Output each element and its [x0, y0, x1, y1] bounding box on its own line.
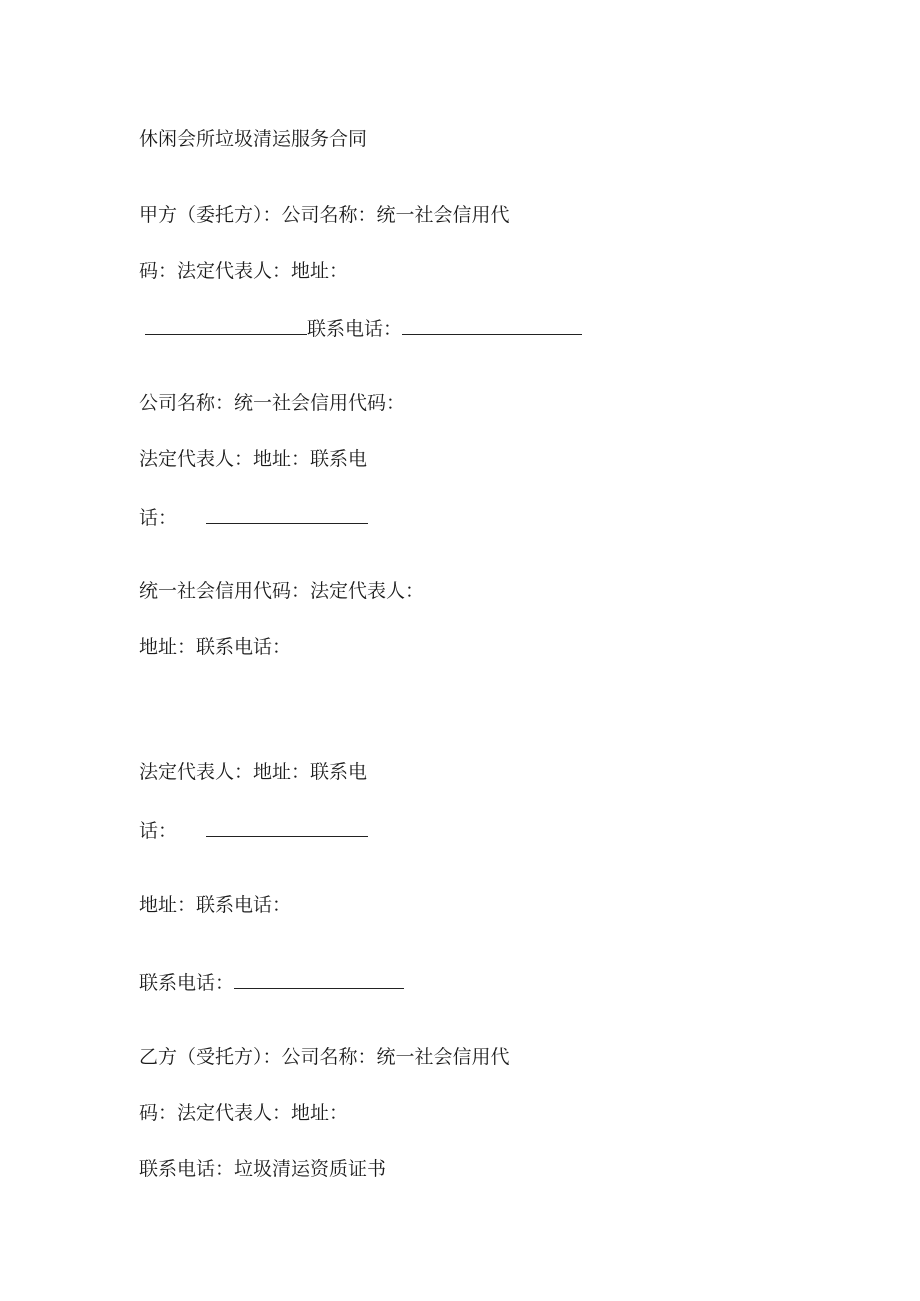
phone-row — [139, 968, 404, 996]
representative-line: 法定代表人：地址：联系电 — [139, 448, 368, 470]
party-a-line-1: 甲方（委托方）：公司名称：统一社会信用代 — [139, 204, 510, 226]
phone-label: 话： — [139, 507, 178, 529]
blank-underline[interactable] — [145, 314, 307, 335]
document-title: 休闲会所垃圾清运服务合同 — [139, 128, 368, 150]
address-phone-line: 地址：联系电话： — [139, 636, 292, 658]
phone-continued-row-2 — [139, 816, 368, 844]
phone-continued-row — [139, 503, 368, 531]
party-a-phone-row — [145, 314, 582, 342]
blank-underline[interactable] — [206, 503, 368, 524]
phone-label: 联系电话： — [139, 972, 235, 994]
blank-underline[interactable] — [234, 968, 404, 989]
party-b-line-3: 联系电话：垃圾清运资质证书 — [139, 1158, 387, 1180]
representative-line-2: 法定代表人：地址：联系电 — [139, 761, 368, 783]
blank-underline[interactable] — [402, 314, 582, 335]
company-line: 公司名称：统一社会信用代码： — [139, 392, 406, 414]
blank-underline[interactable] — [206, 816, 368, 837]
phone-label: 话： — [139, 820, 178, 842]
credit-code-line: 统一社会信用代码：法定代表人： — [139, 580, 425, 602]
party-b-line-2: 码：法定代表人：地址： — [139, 1102, 349, 1124]
party-b-line-1: 乙方（受托方）：公司名称：统一社会信用代 — [139, 1046, 510, 1068]
phone-label: 联系电话： — [307, 318, 403, 340]
party-a-line-2: 码：法定代表人：地址： — [139, 260, 349, 282]
address-phone-line-2: 地址：联系电话： — [139, 894, 292, 916]
